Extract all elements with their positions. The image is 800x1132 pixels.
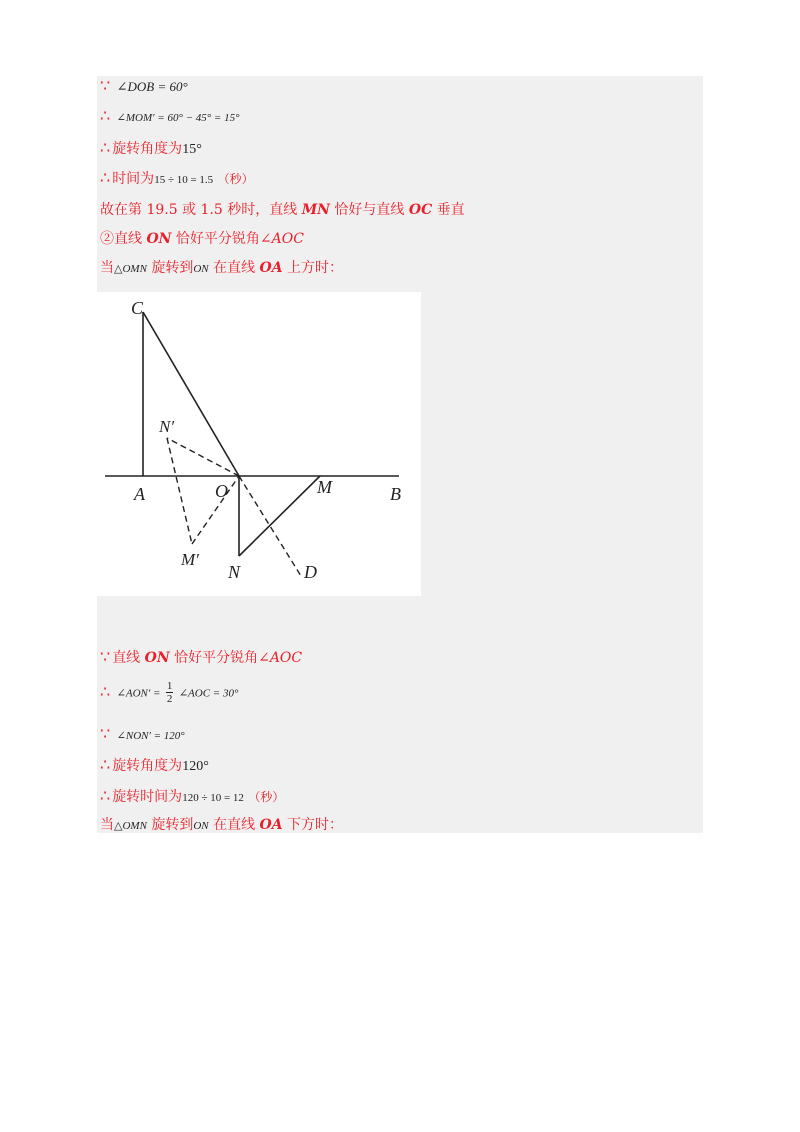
text-rotation-angle: 旋转角度为 xyxy=(112,758,183,774)
text-conclusion-e: 垂直 xyxy=(432,202,465,218)
math-on: ON xyxy=(193,820,209,832)
fraction-numerator: 1 xyxy=(166,680,173,692)
text-on-line: 在直线 xyxy=(208,817,260,833)
math-non-120: ∠NON′ = 120° xyxy=(116,730,185,742)
text-on: ON xyxy=(144,650,170,666)
text-rotate-to: 旋转到 xyxy=(146,817,194,833)
fraction-denominator: 2 xyxy=(166,693,173,705)
text-line: 直线 xyxy=(112,650,145,666)
math-on: ON xyxy=(193,263,209,275)
geometry-svg xyxy=(97,292,421,596)
math-aon-prime: ∠AON′ = xyxy=(116,687,161,700)
label-m-prime: M′ xyxy=(181,550,199,569)
text-time: 时间为 xyxy=(112,171,155,187)
text-rotation-time: 旋转时间为 xyxy=(112,789,183,805)
text-seconds: （秒） xyxy=(217,172,254,186)
line-conclusion-perpendicular xyxy=(100,199,465,219)
geometry-figure xyxy=(97,292,421,596)
label-d: D xyxy=(304,562,317,582)
math-dob: ∠DOB = 60° xyxy=(116,79,188,94)
line-nm xyxy=(239,476,320,556)
line-time-1-5 xyxy=(100,168,254,188)
text-rotation-angle: 旋转角度为 xyxy=(112,141,183,157)
text-rotate-to: 旋转到 xyxy=(146,260,194,276)
text-conclusion-c: 恰好与直线 xyxy=(329,202,409,218)
text-on: ON xyxy=(146,231,172,247)
therefore-symbol: ∴ xyxy=(100,786,111,805)
label-a: A xyxy=(134,484,145,504)
text-on-line: 在直线 xyxy=(208,260,260,276)
text-oc: OC xyxy=(408,202,433,218)
math-time-calc: 15 ÷ 10 = 1.5 xyxy=(154,174,214,186)
line-therefore-aon xyxy=(100,680,238,705)
text-angle-aoc: ∠AOC xyxy=(258,650,303,666)
line-rotation-angle-15 xyxy=(100,138,202,158)
line-below-oa xyxy=(100,814,343,834)
line-n-prime-m-prime xyxy=(167,438,192,544)
line-because-dob xyxy=(100,76,188,95)
therefore-symbol: ∴ xyxy=(100,168,111,187)
therefore-symbol: ∴ xyxy=(100,681,111,701)
line-case-2-heading xyxy=(100,228,304,248)
fraction-one-half xyxy=(166,680,174,705)
label-o: O xyxy=(215,481,228,501)
because-symbol: ∵ xyxy=(100,76,111,95)
text-mn: MN xyxy=(301,202,330,218)
label-c: C xyxy=(131,298,144,318)
because-symbol: ∵ xyxy=(100,647,111,666)
line-rotation-time-12 xyxy=(100,786,284,806)
therefore-symbol: ∴ xyxy=(100,106,111,125)
text-case2-c: 恰好平分锐角 xyxy=(171,231,260,247)
therefore-symbol: ∴ xyxy=(100,755,111,774)
text-above: 上方时： xyxy=(282,260,344,276)
label-n: N xyxy=(228,562,241,582)
line-because-non xyxy=(100,724,185,743)
text-conclusion-a: 故在第 19.5 或 1.5 秒时，直线 xyxy=(100,202,302,218)
text-bisect: 恰好平分锐角 xyxy=(169,650,259,666)
label-n-prime: N′ xyxy=(159,417,175,436)
text-seconds: （秒） xyxy=(248,790,285,804)
text-below: 下方时： xyxy=(282,817,344,833)
text-case2-a: ②直线 xyxy=(100,231,147,247)
line-rotation-angle-120 xyxy=(100,755,209,775)
text-when: 当 xyxy=(100,260,114,276)
math-120deg: 120° xyxy=(182,759,209,774)
text-when: 当 xyxy=(100,817,114,833)
math-aoc-30: ∠AOC = 30° xyxy=(178,687,239,700)
line-because-bisect xyxy=(100,647,302,667)
math-15deg: 15° xyxy=(182,142,202,157)
text-angle-aoc: ∠AOC xyxy=(259,231,304,247)
math-triangle-omn: △OMN xyxy=(114,263,147,275)
text-oa: OA xyxy=(259,260,283,276)
line-above-oa xyxy=(100,257,343,277)
math-triangle-omn: △OMN xyxy=(114,820,147,832)
math-time-120: 120 ÷ 10 = 12 xyxy=(182,792,244,804)
text-oa: OA xyxy=(259,817,283,833)
math-mom: ∠MOM′ = 60° − 45° = 15° xyxy=(116,112,240,124)
line-therefore-mom xyxy=(100,106,240,125)
label-b: B xyxy=(390,484,401,504)
because-symbol: ∵ xyxy=(100,724,111,743)
therefore-symbol: ∴ xyxy=(100,138,111,157)
label-m: M xyxy=(317,477,332,497)
